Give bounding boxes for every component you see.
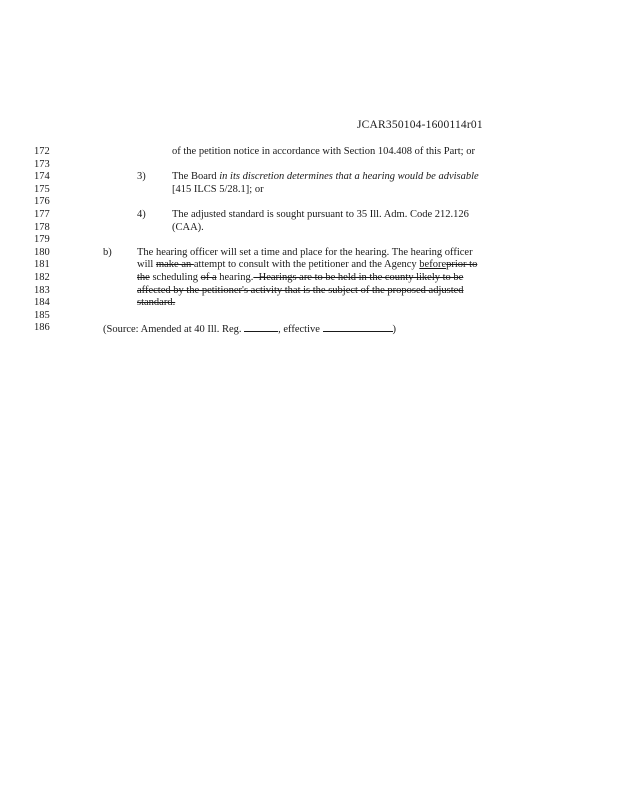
line-number: 186 (34, 322, 50, 334)
item-3-plain: The Board (172, 171, 220, 183)
item-3-citation: [415 ILCS 5/28.1]; or (172, 183, 264, 195)
plain-text: will (137, 259, 156, 271)
item-4-label: 4) (137, 209, 146, 220)
line-number: 178 (34, 221, 50, 233)
plain-text: scheduling (149, 272, 201, 283)
deleted-text: the (137, 272, 150, 283)
line-number: 183 (34, 284, 50, 296)
deleted-text: of a (200, 272, 217, 283)
line-number: 175 (34, 183, 50, 195)
item-b-line5: standard. (137, 297, 176, 309)
line-number: 174 (34, 171, 50, 183)
source-suffix: ) (392, 324, 397, 336)
plain-text: hearing. (216, 272, 254, 283)
item-3-italic: in its discretion determines that a hearing would be advisable (219, 171, 479, 183)
line-number: 182 (34, 272, 50, 283)
item-4-line2: (CAA). (172, 221, 204, 233)
inserted-text: before (419, 259, 447, 271)
item-b-line2 (137, 259, 477, 272)
item-3-label: 3) (137, 171, 146, 183)
line-number: 181 (34, 259, 50, 271)
line-number: 173 (34, 158, 50, 170)
item-b-line3 (137, 272, 463, 285)
line-number: 172 (34, 146, 50, 157)
line-number: 180 (34, 246, 50, 258)
plain-text: attempt to consult with the petitioner and the Agency (193, 259, 420, 271)
item-b-label: b) (103, 246, 112, 258)
line-number: 185 (34, 309, 50, 321)
document-id-header: JCAR350104-1600114r01 (357, 119, 483, 131)
line-number: 179 (34, 234, 50, 246)
item-b-line4: affected by the petitioner's activity that is the subject of the proposed adjusted (137, 284, 464, 296)
line-number: 177 (34, 209, 50, 220)
register-number-blank (244, 322, 278, 332)
item-b-line1: The hearing officer will set a time and place for the hearing. The hearing officer (137, 246, 473, 258)
deleted-text: Hearings are to be held in the county likely to be (253, 272, 464, 283)
line-number: 184 (34, 297, 50, 309)
line-number: 176 (34, 196, 50, 208)
source-middle: , effective (278, 324, 323, 336)
continuation-text: of the petition notice in accordance with Section 104.408 of this Part; or (172, 146, 475, 157)
item-3-text (172, 171, 479, 184)
source-note (103, 322, 396, 337)
deleted-text: prior to (446, 259, 478, 271)
effective-date-blank (323, 322, 393, 332)
deleted-text: make an (155, 259, 194, 271)
item-4-line1: The adjusted standard is sought pursuant to 35 Ill. Adm. Code 212.126 (172, 209, 469, 220)
source-prefix: (Source: Amended at 40 Ill. Reg. (103, 324, 245, 336)
